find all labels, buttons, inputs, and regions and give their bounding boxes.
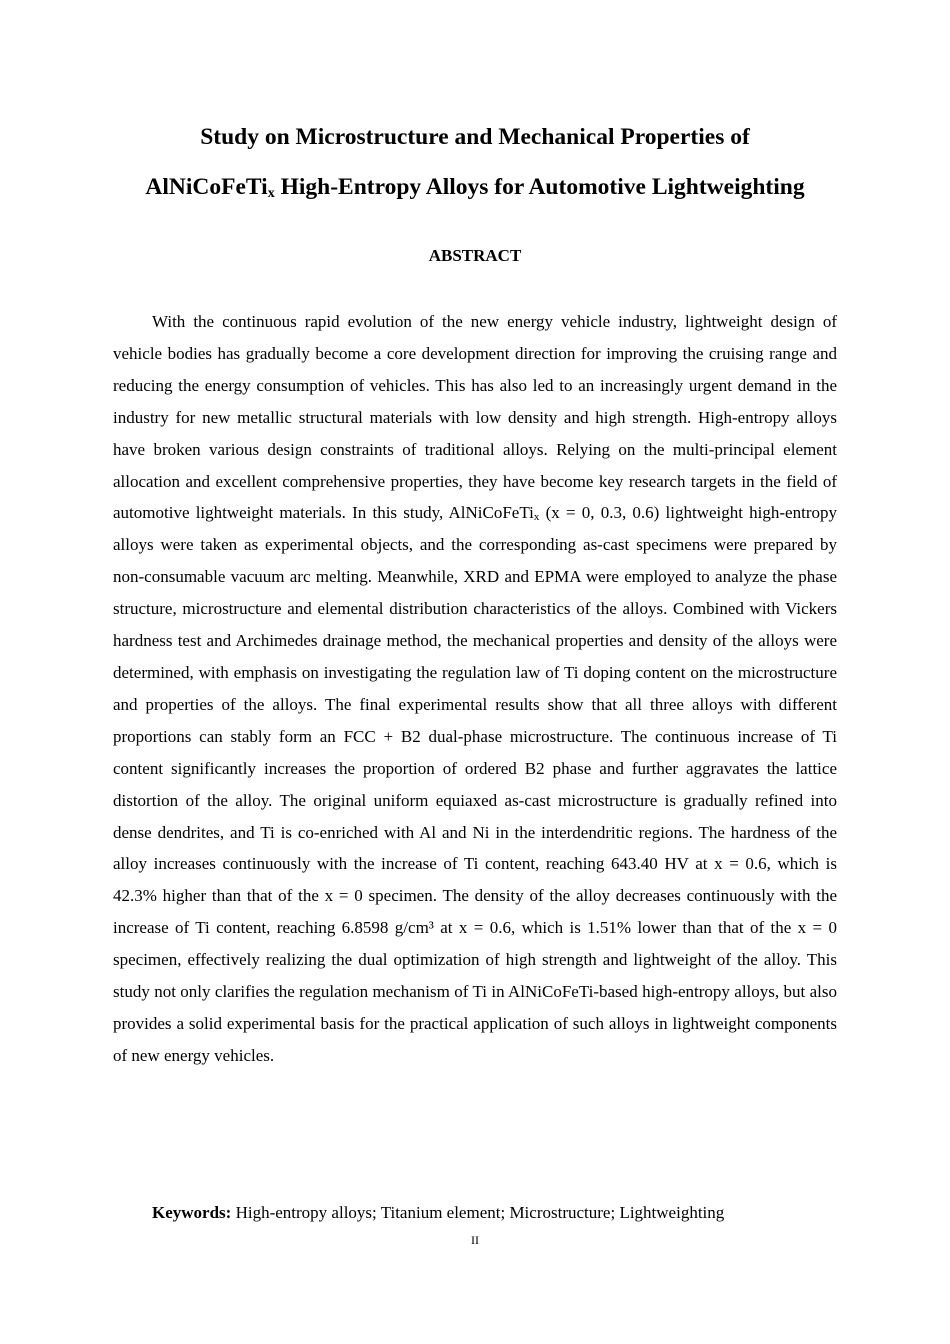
title-alloy-subscript: x [267, 186, 275, 201]
title-line-1 [60, 124, 890, 151]
title-line-1-text: Study on Microstructure and Mechanical Properties of [200, 124, 750, 150]
abstract-paragraph [113, 306, 837, 1072]
abstract-text-part-1: With the continuous rapid evolution of the new energy vehicle industry, lightweight design of vehicle bodies has gradually become a core development direction for improving the cruising range and reducing the energy consumption of vehicles. This has also led to an increasingly urgent demand in the industry for new metallic structural materials with low density and high strength. High-entropy alloys have broken various design constraints of traditional alloys. Relying on the multi-principal element allocation and excellent comprehensive properties, they have become key research targets in the field of automotive lightweight materials. In this study, AlNiCoFeTi [113, 312, 837, 523]
title-alloy-name: AlNiCoFeTi [145, 174, 268, 200]
page-number: II [471, 1233, 479, 1247]
abstract-text-part-2: (x = 0, 0.3, 0.6) lightweight high-entropy alloys were taken as experimental objects, and the corresponding as-cast specimens were prepared by non-consumable vacuum arc melting. Meanwhile, XRD and EPMA were employed to analyze the phase structure, microstructure and elemental distribution characteristics of the alloys. Combined with Vickers hardness test and Archimedes drainage method, the mechanical properties and density of the alloys were determined, with emphasis on investigating the regulation law of Ti doping content on the microstructure and properties of the alloys. The final experimental results show that all three alloys with different proportions can stably form an FCC + B2 dual-phase microstructure. The continuous increase of Ti content significantly increases the proportion of ordered B2 phase and further aggravates the lattice distortion of the alloy. The original uniform equiaxed as-cast microstructure is gradually refined into dense dendrites, and Ti is co-enriched with Al and Ni in the interdendritic regions. The hardness of the alloy increases continuously with the increase of Ti content, reaching 643.40 HV at x = 0.6, which is 42.3% higher than that of the x = 0 specimen. The density of the alloy decreases continuously with the increase of Ti content, reaching 6.8598 g/cm³ at x = 0.6, which is 1.51% lower than that of the x = 0 specimen, effectively realizing the dual optimization of high strength and lightweight of the alloy. This study not only clarifies the regulation mechanism of Ti in AlNiCoFeTi-based high-entropy alloys, but also provides a solid experimental basis for the practical application of such alloys in lightweight components of new energy vehicles. [113, 503, 837, 1065]
keywords-text: High-entropy alloys; Titanium element; Microstructure; Lightweighting [231, 1203, 725, 1222]
keywords-line [152, 1203, 724, 1223]
title-line-2 [60, 174, 890, 201]
abstract-alloy-subscript: x [533, 511, 540, 524]
abstract-heading: ABSTRACT [428, 246, 522, 265]
keywords-label: Keywords: [152, 1203, 232, 1222]
title-line-2-rest: High-Entropy Alloys for Automotive Lightweighting [274, 174, 805, 200]
